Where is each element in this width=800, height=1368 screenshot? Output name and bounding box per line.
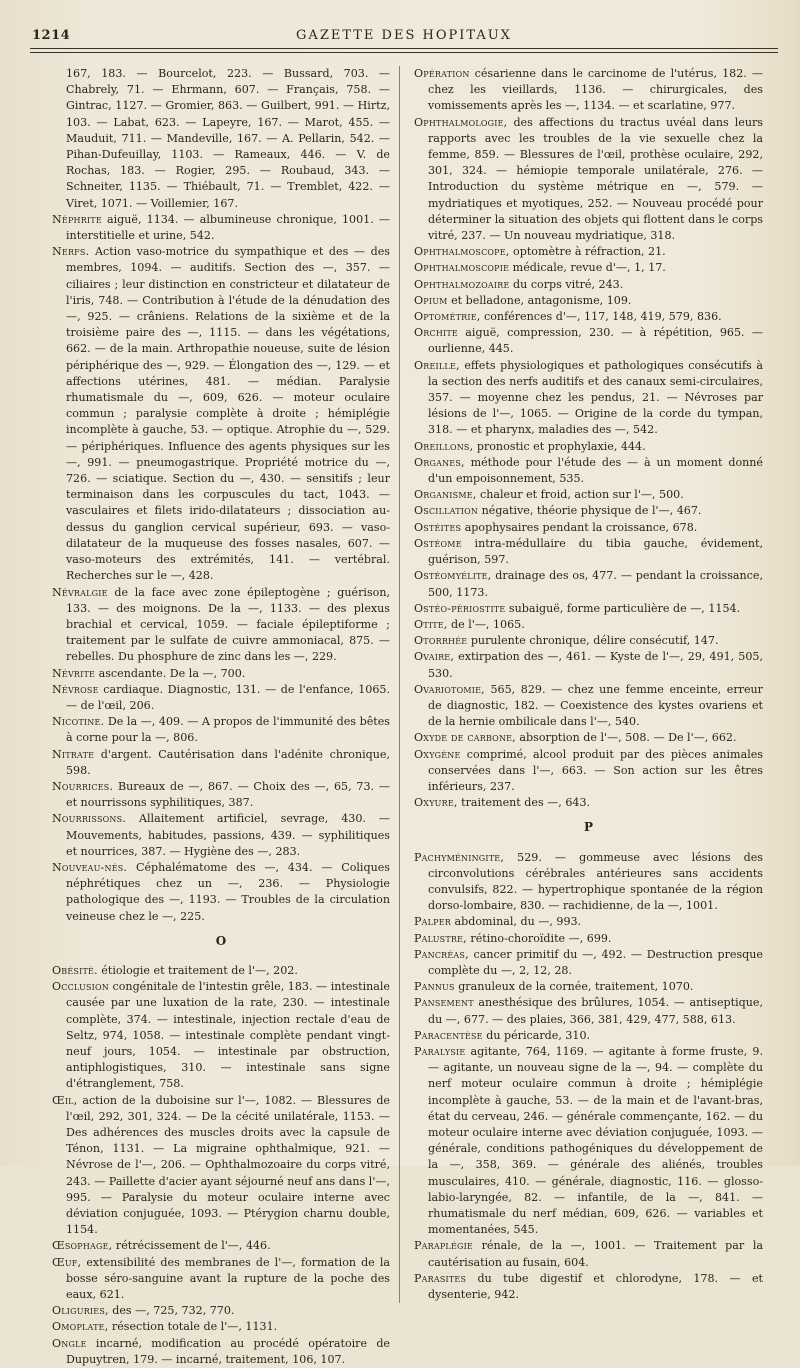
entry-heading: Ostéomyélite, xyxy=(414,569,492,583)
header-rule xyxy=(30,48,778,49)
index-entry xyxy=(414,601,763,617)
index-entry xyxy=(52,212,390,244)
entry-heading: Oliguries, xyxy=(52,1304,109,1318)
entry-text: méthode pour l'étude des — à un moment donné d'un empoisonnement, 535. xyxy=(428,455,763,486)
entry-heading: Palper xyxy=(414,915,452,929)
right-column xyxy=(399,66,763,1303)
entry-text: extensibilité des membranes de l'—, formation de la bosse séro-sanguine avant la rupture de la poche des eaux, 621. xyxy=(66,1255,390,1302)
entry-heading: Oxyde de carbone, xyxy=(414,731,516,745)
entry-heading: Pansement xyxy=(414,996,474,1010)
entry-text: résection totale de l'—, 1131. xyxy=(108,1320,278,1334)
index-entry xyxy=(52,714,390,746)
entry-heading: Orchite xyxy=(414,326,458,340)
entry-text: Action vaso-motrice du sympathique et des — des membres, 1094. — auditifs. Section des —, 357. — ciliaires ; leur distinction en constricteur et dilatateur de l'iris, 748. — Contribution à l'étude de la dénudation des —, 925. — crâniens. Relations de la sixième et de la troisième paire des —, 1115. — dans les végétations, 662. — de la main. Arthropathie noueuse, suite de lésion périphérique des —, 929. — Élongation des —, 129. — et affections utérines, 481. — médian. Paralysie rhumatismale du —, 609, 626. — moteur oculaire commun ; paralysie complète à droite ; hémiplégie incomplète à gauche, 53. — optique. Atrophie du —, 529. — périphériques. Influence des agents physiques sur les —, 991. — pneumogastrique. Propriété motrice du —, 726. — sciatique. Section du —, 430. — sensitifs ; leur terminaison dans les corpuscules du tact, 1043. — vasculaires et filets irido-dilatateurs ; dissociation au-dessus du ganglion cervical supérieur, 693. — vaso-dilatateur de la muqueuse des fosses nasales, 607. — vaso-moteurs des extrémités, 141. — vertébral. Recherches sur le —, 428. xyxy=(66,245,390,583)
entry-heading: Ostéo-périostite xyxy=(414,601,506,615)
entry-text: Allaitement artificiel, sevrage, 430. — Mouvements, habitudes, passions, 439. — syphilitiques et nourrices, 387. — Hygiène des —, 283. xyxy=(66,812,390,858)
entry-heading: Pannus xyxy=(414,980,455,994)
entry-heading: Œsophage, xyxy=(52,1239,113,1253)
entry-text: absorption de l'—, 508. — De l'—, 662. xyxy=(515,731,737,745)
entry-heading: Paraplégie xyxy=(414,1239,473,1253)
index-entry xyxy=(52,747,390,779)
index-entry xyxy=(414,617,763,633)
entry-heading: Ostéome xyxy=(414,536,462,550)
entry-heading: Ovariotomie, xyxy=(414,682,485,696)
entry-text: rétino-choroïdite —, 699. xyxy=(466,931,612,945)
index-entry xyxy=(414,325,763,357)
entry-heading: Oreillons, xyxy=(414,439,474,453)
section-letter-p: P xyxy=(583,820,594,835)
entry-text: de la face avec zone épileptogène ; guérison, 133. — des moignons. De la —, 1133. — des plexus brachial et cervical, 1059. — faciale épileptiforme ; traitement par le sulfate de cuivre ammoniacal, 875. — rebelles. Du phosphure de zinc dans les —, 229. xyxy=(66,585,390,664)
index-entry xyxy=(414,682,763,731)
entry-heading: Névrite xyxy=(52,666,96,680)
entry-heading: Névralgie xyxy=(52,585,108,599)
index-entry xyxy=(414,244,763,260)
entry-heading: Oxyure, xyxy=(414,796,458,810)
entry-text: anesthésique des brûlures, 1054. — antiseptique, du —, 677. — des plaies, 366, 381, 429, 477, 588, 613. xyxy=(428,996,763,1026)
section-letter-o: O xyxy=(215,933,227,948)
entry-text: purulente chronique, délire consécutif, 147. xyxy=(467,634,719,648)
entry-heading: Organes, xyxy=(414,455,465,469)
index-entry xyxy=(52,811,390,860)
entry-heading: Oreille, xyxy=(414,358,460,372)
index-entry xyxy=(52,666,390,682)
entry-text: de l'—, 1065. xyxy=(447,617,525,631)
entry-text: Céphalématome des —, 434. — Coliques néphrétiques chez un —, 236. — Physiologie pathologique des —, 1193. — Troubles de la circulation veineuse chez le —, 225. xyxy=(66,860,390,923)
entry-heading: Oxygène xyxy=(414,747,461,761)
left-entries-n xyxy=(52,212,390,925)
entry-text: granuleux de la cornée, traitement, 1070. xyxy=(454,980,694,994)
index-entry xyxy=(414,995,763,1027)
right-entries-o xyxy=(414,66,763,811)
entry-text: effets physiologiques et pathologiques consécutifs à la section des nerfs auditifs et des canaux semi-circulaires, 357. — moyenne chez les pendus, 21. — Névroses par lésions de l'—, 1065. — Origine de la corde du tympan, 318. — et pharynx, maladies des —, 542. xyxy=(428,358,763,437)
index-entry xyxy=(52,1255,390,1304)
entry-heading: Nourrissons. xyxy=(52,812,127,826)
entry-text: 565, 829. — chez une femme enceinte, erreur de diagnostic, 182. — Coexistence des kystes ovariens et de la hernie ombilicale dans l'—, 540. xyxy=(428,682,763,729)
entry-heading: Nicotine. xyxy=(52,715,105,729)
index-entry xyxy=(52,963,390,979)
index-entry xyxy=(414,931,763,947)
entry-heading: Otite, xyxy=(414,617,448,631)
entry-text: traitement des —, 643. xyxy=(457,796,591,810)
entry-heading: Ostéites xyxy=(414,520,462,534)
index-entry xyxy=(414,487,763,503)
entry-text: des —, 725, 732, 770. xyxy=(108,1304,235,1318)
index-entry xyxy=(414,439,763,455)
entry-text: cancer primitif du —, 492. — Destruction presque complète du —, 2, 12, 28. xyxy=(428,947,763,977)
index-entry xyxy=(52,1319,390,1335)
entry-heading: Néphrite xyxy=(52,212,102,226)
index-entry xyxy=(414,293,763,309)
entry-text: d'argent. Cautérisation dans l'adénite chronique, 598. xyxy=(66,747,390,777)
entry-text: chaleur et froid, action sur l'—, 500. xyxy=(476,488,684,502)
entry-text: rétrécissement de l'—, 446. xyxy=(112,1239,271,1253)
entry-text: aiguë, 1134. — albumineuse chronique, 1001. — interstitielle et urine, 542. xyxy=(66,212,390,243)
page-number: 1214 xyxy=(32,28,71,43)
left-column xyxy=(52,66,390,1368)
index-entry xyxy=(414,795,763,811)
entry-text: des affections du tractus uvéal dans leurs rapports avec les troubles de la vie sexuelle chez la femme, 859. — Blessures de l'œil, prothèse oculaire, 292, 301, 324. — hémiopie temporale unilatérale, 276. — Introduction du système métrique en —, 579. — mydriatiques et myotiques, 252. — Nouveau procédé pour déterminer la situation des objets qui flottent dans le corps vitré, 237. — Un nouveau mydriatique, 318. xyxy=(428,115,763,243)
entry-text: 529. — gommeuse avec lésions des circonvolutions cérébrales antérieures sans accidents convulsifs, 822. — hypertrophique spontanée de la région dorso-lombaire, 830. — rachidienne, de la —, 1001. xyxy=(428,850,763,913)
index-entry xyxy=(414,730,763,746)
index-entry xyxy=(414,633,763,649)
header-rule-thin xyxy=(30,52,778,53)
index-entry-continuation: 167, 183. — Bourcelot, 223. — Bussard, 703. — Chabrely, 71. — Ehrmann, 607. — Français, 758. — Gintrac, 1127. — Gromier, 863. — Guilbert, 991. — Hirtz, 103. — Labat, 623. — Lapeyre, 167. — Marot, 455. — Mauduit, 711. — Mandeville, 167. — A. Pellarin, 542. — Pihan-Dufeuillay, 1103. — Rameaux, 446. — V. de Rochas, 183. — Rogier, 295. — Roubaud, 343. — Schneiter, 1135. — Thiébault, 71. — Tremblet, 422. — Viret, 1071. — Voillemier, 167. xyxy=(66,67,390,210)
entry-heading: Ovaire, xyxy=(414,650,455,664)
index-entry xyxy=(52,1303,390,1319)
entry-text: intra-médullaire du tibia gauche, évidement, guérison, 597. xyxy=(428,536,763,567)
index-entry xyxy=(414,536,763,568)
entry-text: étiologie et traitement de l'—, 202. xyxy=(97,963,298,977)
entry-heading: Optométrie, xyxy=(414,310,481,324)
entry-heading: Parasites xyxy=(414,1271,467,1285)
entry-heading: Pachyméningite, xyxy=(414,850,505,864)
entry-heading: Organisme, xyxy=(414,488,477,502)
entry-heading: Obésité. xyxy=(52,963,98,977)
index-entry xyxy=(414,66,763,115)
index-entry xyxy=(414,747,763,796)
entry-text: aiguë, compression, 230. — à répétition, 965. — ourlienne, 445. xyxy=(428,326,763,356)
index-entry xyxy=(414,455,763,487)
index-entry xyxy=(414,260,763,276)
entry-text: incarné, modification au procédé opératoire de Dupuytren, 179. — incarné, traitement, 106, 107. xyxy=(66,1336,390,1366)
entry-text: De la —, 409. — A propos de l'immunité des bêtes à corne pour la —, 806. xyxy=(66,715,390,745)
index-entry xyxy=(414,568,763,600)
entry-text: comprimé, alcool produit par des pièces animales conservées dans l'—, 663. — Son action sur les êtres inférieurs, 237. xyxy=(428,747,763,793)
entry-text: subaiguë, forme particulière de —, 1154. xyxy=(505,601,741,615)
entry-heading: Œil, xyxy=(52,1093,78,1107)
index-entry xyxy=(52,1336,390,1368)
entry-heading: Ophthalmoscope, xyxy=(414,245,510,259)
entry-heading: Opération xyxy=(414,67,470,80)
entry-heading: Nourrices. xyxy=(52,779,114,793)
index-entry xyxy=(52,979,390,1092)
entry-text: action de la duboisine sur l'—, 1082. — Blessures de l'œil, 292, 301, 324. — De la cécité unilatérale, 1153. — Des adhérences des muscles droits avec la capsule de Ténon, 1131. — La migraine ophthalmique, 921. — Névrose de l'—, 206. — Ophthalmozoaire du corps vitré, 243. — Paillette d'acier ayant séjourné neuf ans dans l'—, 995. — Paralysie du moteur oculaire interne avec déviation conjuguée, 1093. — Ptérygion charnu double, 1154. xyxy=(66,1093,391,1237)
entry-text: rénale, de la —, 1001. — Traitement par la cautérisation au fusain, 604. xyxy=(428,1239,763,1269)
index-entry xyxy=(414,1238,763,1270)
entry-text: agitante, 764, 1169. — agitante à forme fruste, 9. — agitante, un nouveau signe de la —, 94. — complète du nerf moteur oculaire commun à droite ; hémiplégie incomplète à gauche, 53. — de la main et de l'avant-bras, état du cerveau, 246. — générale commençante, 162. — du moteur oculaire interne avec déviation conjuguée, 1093. — générale, conditions pathogéniques du développement de la —, 358, 369. — générale des aliénés, troubles musculaires, 410. — générale, diagnostic, 116. — glosso-labio-laryngée, 82. — infantile, de la —, 841. — rhumatismale du nerf médian, 609, 626. — variables et momentanées, 545. xyxy=(428,1044,763,1237)
index-entry xyxy=(52,585,390,666)
entry-text: extirpation des —, 461. — Kyste de l'—, 29, 491, 505, 530. xyxy=(428,650,763,680)
entry-heading: Ophthalmologie, xyxy=(414,115,508,129)
entry-text: abdominal, du —, 993. xyxy=(451,915,582,929)
entry-heading: Œuf, xyxy=(52,1255,82,1269)
entry-heading: Occlusion xyxy=(52,980,109,994)
entry-text: du péricarde, 310. xyxy=(482,1028,591,1042)
index-entry xyxy=(52,1238,390,1254)
index-entry xyxy=(52,682,390,714)
entry-text: du tube digestif et chlorodyne, 178. — et dysenterie, 942. xyxy=(428,1271,763,1302)
entry-text: apophysaires pendant la croissance, 678. xyxy=(461,520,698,534)
entry-heading: Ophthalmoscopie xyxy=(414,261,510,275)
entry-heading: Otorrhée xyxy=(414,634,468,648)
entry-text: optomètre à réfraction, 21. xyxy=(509,245,666,259)
entry-text: congénitale de l'intestin grêle, 183. — intestinale causée par une luxation de la rate, 230. — intestinale complète, 374. — intestinale, injection rectale d'eau de Seltz, 974, 1058. — intestinale complète pendant vingt-neuf jours, 1054. — intestinale par obstruction, antiphlogistiques, 310. — intestinale sans signe d'étranglement, 758. xyxy=(66,980,390,1091)
entry-heading: Omoplate, xyxy=(52,1320,109,1334)
index-entry xyxy=(414,358,763,439)
entry-text: Bureaux de —, 867. — Choix des —, 65, 73. — et nourrissons syphilitiques, 387. xyxy=(66,779,390,810)
index-entry xyxy=(52,244,390,584)
index-entry xyxy=(414,947,763,979)
entry-text: du corps vitré, 243. xyxy=(509,277,624,291)
entry-heading: Nouveau-nés. xyxy=(52,860,128,874)
index-entry xyxy=(414,1271,763,1303)
entry-text: cardiaque. Diagnostic, 131. — de l'enfance, 1065. — de l'œil, 206. xyxy=(66,682,390,712)
entry-text: pronostic et prophylaxie, 444. xyxy=(473,439,646,453)
right-entries-p xyxy=(414,850,763,1304)
entry-heading: Palustre, xyxy=(414,931,467,945)
index-entry xyxy=(414,115,763,245)
entry-heading: Pancréas, xyxy=(414,947,469,961)
index-entry xyxy=(414,850,763,915)
entry-heading: Opium xyxy=(414,293,448,307)
page-header xyxy=(30,20,778,50)
left-entries-o xyxy=(52,963,390,1368)
index-entry xyxy=(414,649,763,681)
index-entry xyxy=(52,779,390,811)
entry-heading: Nerfs. xyxy=(52,245,90,259)
entry-text: conférences d'—, 117, 148, 419, 579, 836. xyxy=(480,310,722,324)
entry-text: et belladone, antagonisme, 109. xyxy=(447,293,632,307)
entry-text: césarienne dans le carcinome de l'utérus, 182. — chez les vieillards, 1136. — chirurgicales, des vomissements après les —, 1134. — et scarlatine, 977. xyxy=(428,67,763,113)
index-entry xyxy=(414,503,763,519)
entry-heading: Nitrate xyxy=(52,747,95,761)
index-entry xyxy=(414,309,763,325)
entry-text: négative, théorie physique de l'—, 467. xyxy=(478,504,702,518)
entry-heading: Paralysie xyxy=(414,1044,466,1058)
entry-heading: Oscillation xyxy=(414,504,479,518)
entry-heading: Ophthalmozoaire xyxy=(414,277,510,291)
entry-heading: Névrose xyxy=(52,682,99,696)
index-entry xyxy=(414,914,763,930)
index-entry xyxy=(414,277,763,293)
entry-text: drainage des os, 477. — pendant la croissance, 500, 1173. xyxy=(428,569,763,599)
index-entry xyxy=(414,979,763,995)
entry-text: ascendante. De la —, 700. xyxy=(95,666,246,680)
entry-heading: Paracentèse xyxy=(414,1028,483,1042)
journal-title: GAZETTE DES HOPITAUX xyxy=(296,28,512,43)
index-entry xyxy=(414,1044,763,1238)
index-entry xyxy=(414,520,763,536)
entry-heading: Ongle xyxy=(52,1336,87,1350)
index-entry xyxy=(52,860,390,925)
entry-text: médicale, revue d'—, 1, 17. xyxy=(509,261,666,275)
index-entry xyxy=(414,1028,763,1044)
